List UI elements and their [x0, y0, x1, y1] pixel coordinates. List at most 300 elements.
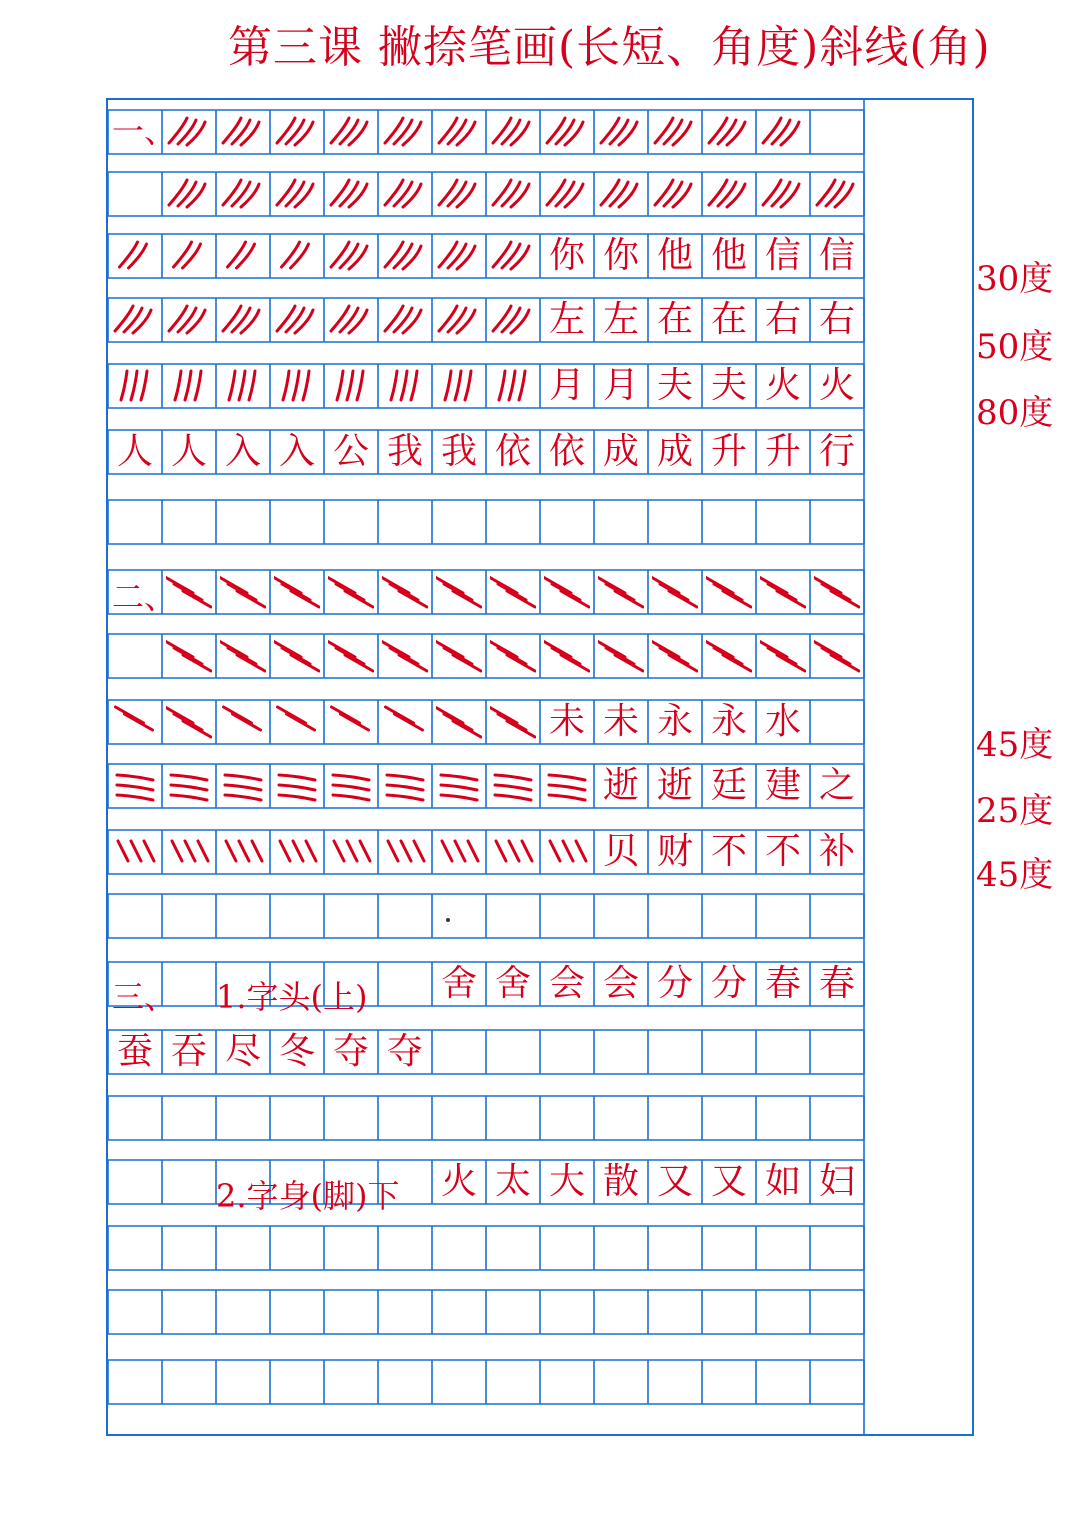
brush-stroke-mark: [455, 371, 461, 400]
stroke-practice-cell: [324, 764, 378, 808]
character-cell: 火: [818, 365, 855, 406]
stroke-practice-cell: [324, 634, 378, 678]
brush-stroke-mark: [822, 648, 850, 664]
character-cell: 左: [548, 299, 585, 340]
angle-note-30: 30度: [976, 259, 1054, 299]
brush-stroke-mark: [457, 184, 475, 207]
character-cell: 我: [440, 431, 477, 472]
stroke-practice-cell: [378, 700, 432, 744]
brush-stroke-mark: [347, 371, 353, 400]
brush-stroke-mark: [278, 707, 306, 723]
stroke-practice-cell: [378, 570, 432, 614]
brush-stroke-mark: [287, 714, 315, 730]
brush-stroke-mark: [239, 841, 249, 861]
stroke-practice-cell: [486, 234, 540, 278]
brush-stroke-mark: [727, 122, 745, 145]
brush-stroke-mark: [336, 648, 364, 664]
stroke-practice-cell: [216, 700, 270, 744]
brush-stroke-mark: [822, 584, 850, 600]
brush-stroke-mark: [357, 371, 363, 400]
stroke-practice-cell: [432, 830, 486, 874]
brush-stroke-mark: [444, 584, 472, 600]
character-cell: 成: [656, 431, 693, 472]
brush-stroke-mark: [279, 785, 315, 790]
stroke-practice-cell: [432, 234, 486, 278]
brush-stroke-mark: [185, 371, 191, 400]
brush-stroke-mark: [360, 841, 370, 861]
character-cell: 行: [818, 431, 855, 472]
stroke-practice-cell: [648, 110, 702, 154]
stroke-practice-cell: [432, 570, 486, 614]
brush-stroke-mark: [498, 584, 526, 600]
stroke-practice-cell: [162, 830, 216, 874]
brush-stroke-mark: [403, 310, 421, 333]
stroke-practice-cell: [378, 830, 432, 874]
brush-stroke-mark: [403, 246, 421, 269]
character-cell: 廷: [710, 765, 747, 806]
brush-stroke-mark: [174, 714, 202, 730]
stroke-practice-cell: [108, 830, 162, 874]
brush-stroke-mark: [781, 184, 799, 207]
stroke-practice-cell: [486, 830, 540, 874]
brush-stroke-mark: [333, 785, 369, 790]
brush-stroke-mark: [195, 371, 201, 400]
character-cell: 舍: [494, 963, 531, 1004]
brush-stroke-mark: [619, 184, 637, 207]
brush-stroke-mark: [509, 841, 519, 861]
stroke-practice-cell: [810, 172, 864, 216]
angle-note-80: 80度: [976, 393, 1054, 433]
brush-stroke-mark: [457, 122, 475, 145]
stroke-practice-cell: [486, 298, 540, 342]
brush-stroke-mark: [237, 655, 265, 671]
brush-stroke-mark: [280, 841, 290, 861]
brush-stroke-mark: [387, 775, 423, 780]
brush-stroke-mark: [172, 841, 182, 861]
brush-stroke-mark: [565, 122, 583, 145]
brush-stroke-mark: [468, 841, 478, 861]
brush-stroke-mark: [441, 775, 477, 780]
stroke-practice-cell: [270, 298, 324, 342]
brush-stroke-mark: [760, 641, 787, 657]
brush-stroke-mark: [220, 641, 247, 657]
brush-stroke-mark: [187, 122, 205, 145]
stroke-practice-cell: [324, 234, 378, 278]
brush-stroke-mark: [401, 841, 411, 861]
brush-stroke-mark: [279, 795, 315, 800]
stroke-practice-cell: [378, 110, 432, 154]
brush-stroke-mark: [495, 775, 531, 780]
stroke-practice-cell: [810, 634, 864, 678]
brush-stroke-mark: [457, 310, 475, 333]
character-cell: 右: [764, 299, 801, 340]
brush-stroke-mark: [507, 655, 535, 671]
brush-stroke-mark: [768, 648, 796, 664]
brush-stroke-mark: [401, 371, 407, 400]
character-cell: 春: [764, 963, 801, 1004]
brush-stroke-mark: [403, 122, 421, 145]
brush-stroke-mark: [411, 371, 417, 400]
brush-stroke-mark: [198, 841, 208, 861]
brush-stroke-mark: [549, 775, 585, 780]
stroke-practice-cell: [702, 634, 756, 678]
brush-stroke-mark: [615, 591, 643, 607]
stroke-practice-cell: [108, 700, 162, 744]
character-cell: 永: [656, 701, 693, 742]
brush-stroke-mark: [436, 707, 463, 723]
brush-stroke-mark: [453, 591, 481, 607]
brush-stroke-mark: [386, 707, 414, 723]
ink-dot: [446, 918, 450, 922]
brush-stroke-mark: [399, 591, 427, 607]
brush-stroke-mark: [347, 841, 357, 861]
brush-stroke-mark: [225, 775, 261, 780]
brush-stroke-mark: [441, 795, 477, 800]
stroke-practice-cell: [270, 700, 324, 744]
brush-stroke-mark: [144, 841, 154, 861]
stroke-practice-cell: [324, 364, 378, 408]
brush-stroke-mark: [349, 122, 367, 145]
stroke-practice-cell: [432, 634, 486, 678]
brush-stroke-mark: [241, 310, 259, 333]
section-3-sub1-label: 1.字头(上): [216, 978, 368, 1016]
stroke-practice-cell: [540, 634, 594, 678]
stroke-practice-cell: [162, 172, 216, 216]
brush-stroke-mark: [349, 310, 367, 333]
brush-stroke-mark: [237, 244, 255, 268]
brush-stroke-mark: [166, 641, 193, 657]
brush-stroke-mark: [465, 371, 471, 400]
brush-stroke-mark: [723, 655, 751, 671]
brush-stroke-mark: [457, 246, 475, 269]
stroke-practice-cell: [432, 700, 486, 744]
brush-stroke-mark: [129, 244, 147, 268]
brush-stroke-mark: [576, 841, 586, 861]
section-3-label: 三、: [112, 978, 177, 1016]
page-title: 第三课 撇捺笔画(长短、角度)斜线(角): [228, 22, 991, 73]
stroke-practice-cell: [594, 172, 648, 216]
brush-stroke-mark: [598, 641, 625, 657]
brush-stroke-mark: [395, 714, 423, 730]
stroke-practice-cell: [540, 764, 594, 808]
brush-stroke-mark: [760, 577, 787, 593]
stroke-practice-cell: [270, 764, 324, 808]
worksheet-grid: [106, 98, 1054, 1436]
brush-stroke-mark: [382, 577, 409, 593]
brush-stroke-mark: [598, 577, 625, 593]
brush-stroke-mark: [511, 310, 529, 333]
brush-stroke-mark: [814, 641, 841, 657]
stroke-practice-cell: [648, 570, 702, 614]
stroke-practice-cell: [378, 764, 432, 808]
angle-note-25: 25度: [976, 791, 1054, 831]
section-2-label: 二、: [112, 578, 177, 616]
brush-stroke-mark: [714, 648, 742, 664]
character-cell: 不: [710, 831, 747, 872]
brush-stroke-mark: [511, 122, 529, 145]
stroke-practice-cell: [270, 830, 324, 874]
character-cell: 水: [764, 701, 801, 742]
character-cell: 人: [170, 431, 207, 472]
brush-stroke-mark: [563, 841, 573, 861]
stroke-practice-cell: [216, 364, 270, 408]
angle-note-45-a: 45度: [976, 725, 1054, 765]
character-cell: 大: [548, 1161, 585, 1202]
stroke-practice-cell: [162, 700, 216, 744]
brush-stroke-mark: [496, 841, 506, 861]
stroke-practice-cell: [270, 172, 324, 216]
brush-stroke-mark: [233, 714, 261, 730]
character-cell: 如: [764, 1161, 801, 1202]
brush-stroke-mark: [660, 648, 688, 664]
brush-stroke-mark: [388, 841, 398, 861]
brush-stroke-mark: [445, 371, 451, 400]
brush-stroke-mark: [225, 795, 261, 800]
stroke-practice-cell: [270, 570, 324, 614]
brush-stroke-mark: [455, 841, 465, 861]
stroke-practice-cell: [486, 110, 540, 154]
stroke-practice-cell: [378, 172, 432, 216]
brush-stroke-mark: [228, 584, 256, 600]
character-cell: 分: [656, 963, 693, 1004]
character-cell: 逝: [602, 765, 639, 806]
brush-stroke-mark: [387, 795, 423, 800]
character-cell: 未: [548, 701, 585, 742]
brush-stroke-mark: [781, 122, 799, 145]
character-cell: 火: [764, 365, 801, 406]
brush-stroke-mark: [171, 775, 207, 780]
brush-stroke-mark: [274, 577, 301, 593]
character-cell: 吞: [170, 1031, 207, 1072]
brush-stroke-mark: [141, 371, 147, 400]
brush-stroke-mark: [403, 184, 421, 207]
angle-note-50: 50度: [976, 327, 1054, 367]
stroke-practice-cell: [378, 234, 432, 278]
character-cell: 在: [710, 299, 747, 340]
stroke-practice-cell: [810, 570, 864, 614]
brush-stroke-mark: [220, 577, 247, 593]
brush-stroke-mark: [303, 371, 309, 400]
brush-stroke-mark: [226, 841, 236, 861]
stroke-practice-cell: [486, 570, 540, 614]
stroke-practice-cell: [324, 110, 378, 154]
stroke-practice-cell: [270, 234, 324, 278]
character-cell: 舍: [440, 963, 477, 1004]
section-3-sub2-label: 2.字身(脚)下: [216, 1177, 400, 1215]
brush-stroke-mark: [241, 122, 259, 145]
brush-stroke-mark: [295, 184, 313, 207]
character-cell: 在: [656, 299, 693, 340]
brush-stroke-mark: [187, 310, 205, 333]
stroke-practice-cell: [162, 234, 216, 278]
brush-stroke-mark: [291, 591, 319, 607]
brush-stroke-mark: [673, 184, 691, 207]
brush-stroke-mark: [390, 648, 418, 664]
stroke-practice-cell: [216, 110, 270, 154]
brush-stroke-mark: [282, 584, 310, 600]
brush-stroke-mark: [399, 655, 427, 671]
character-cell: 春: [818, 963, 855, 1004]
brush-stroke-mark: [414, 841, 424, 861]
brush-stroke-mark: [183, 721, 211, 737]
brush-stroke-mark: [727, 184, 745, 207]
character-cell: 成: [602, 431, 639, 472]
brush-stroke-mark: [441, 785, 477, 790]
character-cell: 入: [224, 431, 261, 472]
stroke-practice-cell: [216, 172, 270, 216]
stroke-practice-cell: [486, 764, 540, 808]
character-cell: 我: [386, 431, 423, 472]
brush-stroke-mark: [293, 841, 303, 861]
stroke-practice-cell: [756, 110, 810, 154]
brush-stroke-mark: [117, 775, 153, 780]
brush-stroke-mark: [291, 655, 319, 671]
brush-stroke-mark: [382, 641, 409, 657]
character-cell: 月: [548, 365, 585, 406]
character-cell: 他: [656, 235, 693, 276]
brush-stroke-mark: [241, 184, 259, 207]
brush-stroke-mark: [606, 648, 634, 664]
stroke-practice-cell: [270, 634, 324, 678]
brush-stroke-mark: [131, 371, 137, 400]
brush-stroke-mark: [652, 641, 679, 657]
brush-stroke-mark: [336, 584, 364, 600]
brush-stroke-mark: [706, 641, 733, 657]
stroke-practice-cell: [648, 634, 702, 678]
stroke-practice-cell: [432, 298, 486, 342]
stroke-practice-cell: [756, 172, 810, 216]
stroke-practice-cell: [216, 298, 270, 342]
stroke-practice-cell: [324, 298, 378, 342]
brush-stroke-mark: [283, 371, 289, 400]
character-cell: 升: [764, 431, 801, 472]
brush-stroke-mark: [723, 591, 751, 607]
brush-stroke-mark: [183, 655, 211, 671]
brush-stroke-mark: [777, 655, 805, 671]
brush-stroke-mark: [777, 591, 805, 607]
brush-stroke-mark: [249, 371, 255, 400]
brush-stroke-mark: [495, 795, 531, 800]
brush-stroke-mark: [544, 641, 571, 657]
character-cell: 信: [818, 235, 855, 276]
stroke-practice-cell: [702, 172, 756, 216]
brush-stroke-mark: [490, 707, 517, 723]
character-cell: 又: [656, 1161, 693, 1202]
character-cell: 分: [710, 963, 747, 1004]
brush-stroke-mark: [490, 577, 517, 593]
brush-stroke-mark: [507, 591, 535, 607]
brush-stroke-mark: [509, 371, 515, 400]
stroke-practice-cell: [324, 172, 378, 216]
character-cell: 依: [548, 431, 585, 472]
brush-stroke-mark: [345, 655, 373, 671]
brush-stroke-mark: [174, 648, 202, 664]
stroke-practice-cell: [756, 570, 810, 614]
character-cell: 升: [710, 431, 747, 472]
brush-stroke-mark: [328, 641, 355, 657]
stroke-practice-cell: [378, 364, 432, 408]
angle-note-45-b: 45度: [976, 855, 1054, 895]
brush-stroke-mark: [490, 641, 517, 657]
character-cell: 夫: [710, 365, 747, 406]
stroke-practice-cell: [108, 234, 162, 278]
character-cell: 夺: [332, 1031, 369, 1072]
stroke-practice-cell: [216, 764, 270, 808]
stroke-practice-cell: [486, 364, 540, 408]
brush-stroke-mark: [511, 246, 529, 269]
stroke-practice-cell: [648, 172, 702, 216]
stroke-practice-cell: [216, 634, 270, 678]
brush-stroke-mark: [332, 707, 360, 723]
brush-stroke-mark: [552, 584, 580, 600]
character-cell: 补: [818, 831, 855, 872]
character-cell: 尽: [224, 1031, 261, 1072]
stroke-practice-cell: [108, 298, 162, 342]
character-cell: 月: [602, 365, 639, 406]
character-cell: 建: [764, 765, 801, 806]
brush-stroke-mark: [133, 310, 151, 333]
brush-stroke-mark: [549, 795, 585, 800]
stroke-practice-cell: [540, 830, 594, 874]
brush-stroke-mark: [453, 655, 481, 671]
brush-stroke-mark: [552, 648, 580, 664]
character-cell: 贝: [602, 831, 639, 872]
character-cell: 不: [764, 831, 801, 872]
stroke-practice-cell: [378, 298, 432, 342]
brush-stroke-mark: [171, 785, 207, 790]
stroke-practice-cell: [270, 364, 324, 408]
brush-stroke-mark: [239, 371, 245, 400]
character-cell: 财: [656, 831, 693, 872]
stroke-practice-cell: [216, 570, 270, 614]
stroke-practice-cell: [432, 364, 486, 408]
brush-stroke-mark: [341, 714, 369, 730]
brush-stroke-mark: [187, 184, 205, 207]
stroke-practice-cell: [162, 298, 216, 342]
brush-stroke-mark: [436, 577, 463, 593]
character-cell: 未: [602, 701, 639, 742]
stroke-practice-cell: [486, 700, 540, 744]
brush-stroke-mark: [166, 707, 193, 723]
character-cell: 夺: [386, 1031, 423, 1072]
brush-stroke-mark: [252, 841, 262, 861]
brush-stroke-mark: [499, 371, 505, 400]
brush-stroke-mark: [550, 841, 560, 861]
character-cell: 你: [548, 235, 585, 276]
stroke-practice-cell: [594, 110, 648, 154]
brush-stroke-mark: [334, 841, 344, 861]
brush-stroke-mark: [121, 371, 127, 400]
brush-stroke-mark: [706, 577, 733, 593]
stroke-practice-cell: [432, 172, 486, 216]
character-cell: 公: [332, 431, 369, 472]
brush-stroke-mark: [229, 371, 235, 400]
stroke-practice-cell: [540, 570, 594, 614]
brush-stroke-mark: [436, 641, 463, 657]
stroke-practice-cell: [162, 634, 216, 678]
brush-stroke-mark: [549, 785, 585, 790]
brush-stroke-mark: [714, 584, 742, 600]
character-cell: 会: [548, 963, 585, 1004]
brush-stroke-mark: [519, 371, 525, 400]
brush-stroke-mark: [345, 591, 373, 607]
brush-stroke-mark: [768, 584, 796, 600]
brush-stroke-mark: [333, 775, 369, 780]
character-cell: 左: [602, 299, 639, 340]
brush-stroke-mark: [337, 371, 343, 400]
stroke-practice-cell: [756, 634, 810, 678]
brush-stroke-mark: [291, 244, 309, 268]
